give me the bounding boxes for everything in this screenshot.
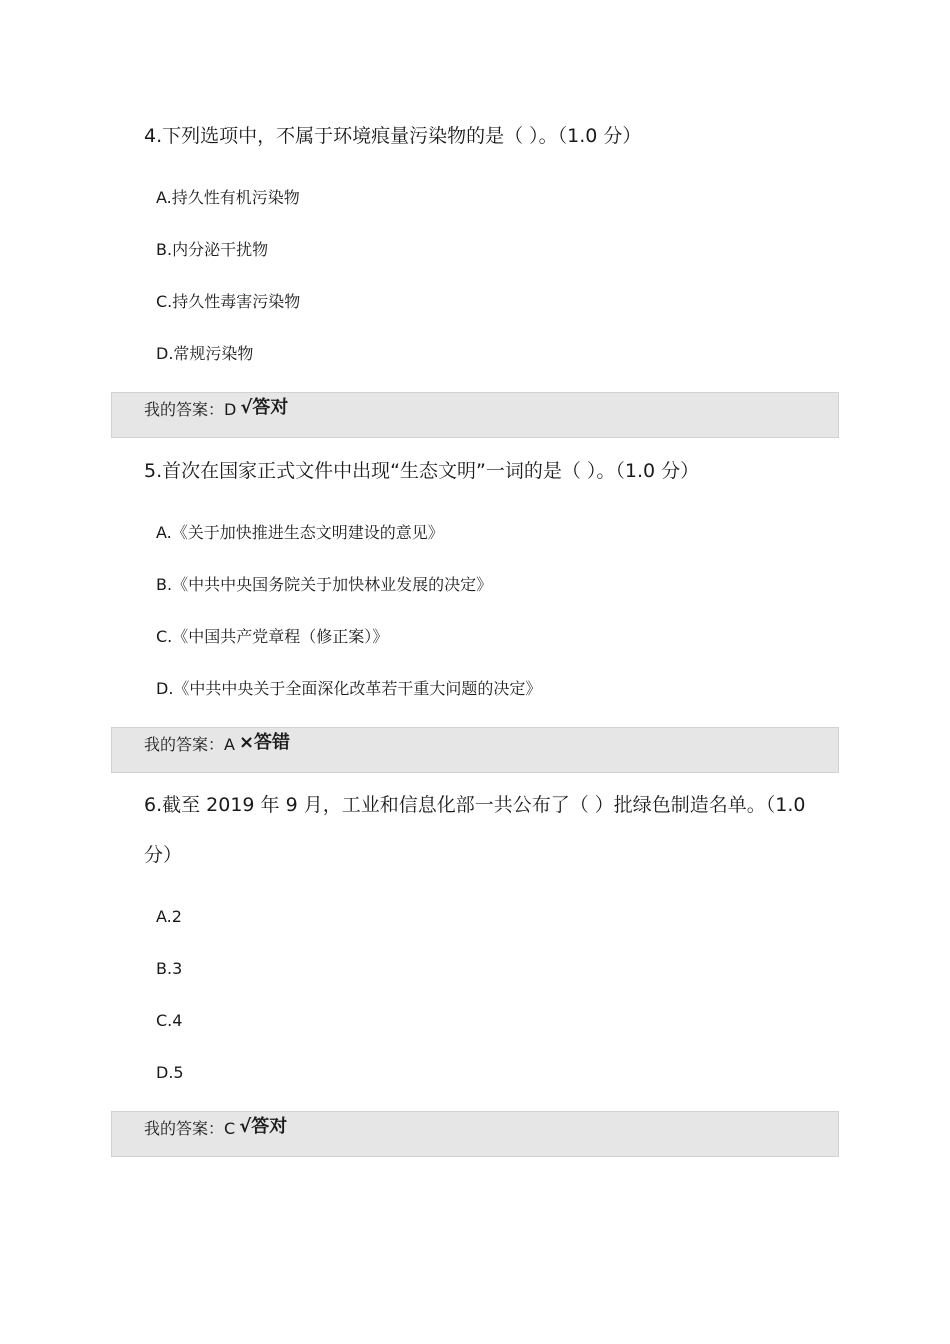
answer-label: 我的答案：	[144, 735, 225, 754]
answer-bar	[111, 392, 839, 438]
option-b: B.《中共中央国务院关于加快林业发展的决定》	[156, 575, 493, 594]
answer-label: 我的答案：	[144, 1119, 225, 1138]
option-c: C.《中国共产党章程（修正案）》	[156, 627, 389, 646]
answer-text	[144, 398, 288, 422]
option-d: D.5	[156, 1063, 184, 1082]
answer-label: 我的答案：	[144, 400, 225, 419]
answer-wrong-mark: ×答错	[238, 732, 291, 753]
question-title: 6.截至 2019 年 9 月，工业和信息化部一共公布了（ ）批绿色制造名单。（1.0 分）	[144, 794, 806, 866]
option-b: B.3	[156, 959, 183, 978]
option-c: C.4	[156, 1011, 183, 1030]
answer-choice: C	[224, 1119, 236, 1138]
answer-bar	[111, 727, 839, 773]
option-a: A.持久性有机污染物	[156, 188, 300, 207]
answer-choice: D	[224, 400, 237, 419]
option-b: B.内分泌干扰物	[156, 240, 269, 259]
answer-text	[144, 1117, 287, 1141]
answer-choice: A	[224, 735, 235, 754]
option-c: C.持久性毒害污染物	[156, 292, 301, 311]
option-d: D.《中共中央关于全面深化改革若干重大问题的决定》	[156, 679, 542, 698]
answer-text	[144, 733, 290, 757]
option-a: A.2	[156, 907, 182, 926]
option-a: A.《关于加快推进生态文明建设的意见》	[156, 523, 444, 542]
option-d: D.常规污染物	[156, 344, 254, 363]
question-title: 4.下列选项中，不属于环境痕量污染物的是（ ）。（1.0 分）	[144, 125, 642, 147]
answer-bar	[111, 1111, 839, 1157]
answer-correct-mark: √答对	[239, 1116, 288, 1137]
question-title: 5.首次在国家正式文件中出现“生态文明”一词的是（ ）。（1.0 分）	[144, 460, 700, 482]
answer-correct-mark: √答对	[240, 397, 289, 418]
